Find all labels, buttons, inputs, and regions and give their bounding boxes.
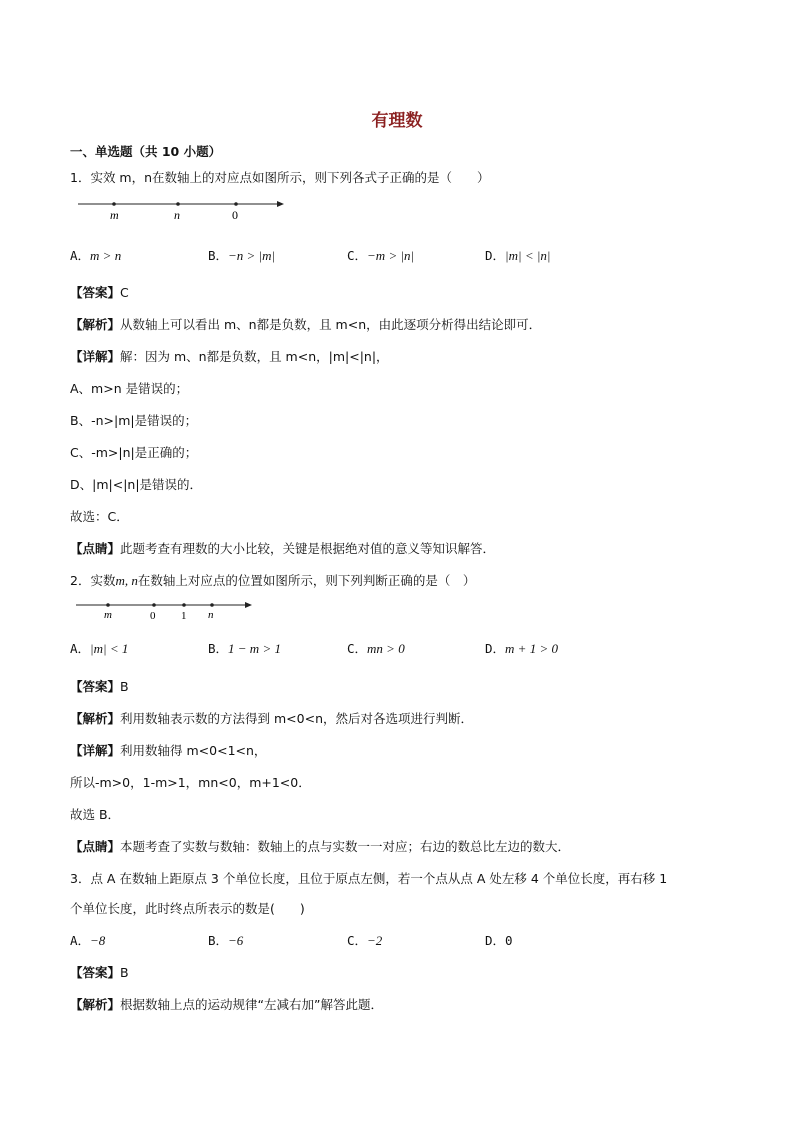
q1-answer: 【答案】C — [70, 285, 129, 300]
q2-detail: 【详解】利用数轴得 m<0<1<n， — [70, 743, 267, 758]
q1-number-line — [74, 194, 288, 222]
q2-comment: 【点睛】本题考查了实数与数轴：数轴上的点与实数一一对应；右边的数总比左边的数大． — [70, 839, 571, 854]
page-title: 有理数 — [371, 111, 423, 131]
q1-axis-label-zero: 0 — [232, 208, 238, 222]
q2-option-c: C．mn > 0 — [347, 641, 405, 656]
q1-analysis: 【解析】从数轴上可以看出 m、n都是负数，且 m<n，由此逐项分析得出结论即可． — [70, 317, 542, 332]
q3-option-c: C．−2 — [347, 933, 383, 948]
q2-stem: 2．实数m, n在数轴上对应点的位置如图所示，则下列判断正确的是（ ） — [70, 573, 476, 588]
q1-line-d: D、|m|<|n|是错误的． — [70, 477, 203, 492]
q2-answer: 【答案】B — [70, 679, 129, 694]
q2-option-b: B．1 − m > 1 — [208, 641, 281, 656]
q1-line-c: C、-m>|n|是正确的； — [70, 445, 198, 460]
q1-line-b: B、-n>|m|是错误的； — [70, 413, 198, 428]
q2-number-line — [72, 597, 256, 623]
section-heading: 一、单选题（共 10 小题） — [70, 144, 222, 159]
q2-axis-label-m: m — [104, 609, 112, 621]
q1-axis-label-m: m — [110, 208, 119, 222]
q3-stem-line1: 3．点 A 在数轴上距原点 3 个单位长度，且位于原点左侧，若一个点从点 A 处左移 4 个单位长度，再右移 1 — [70, 871, 668, 886]
q3-analysis: 【解析】根据数轴上点的运动规律“左减右加”解答此题． — [70, 997, 383, 1012]
q1-option-b: B．−n > |m| — [208, 248, 276, 263]
q1-axis-label-n: n — [174, 208, 180, 222]
q1-option-a: A．m > n — [70, 248, 122, 263]
q2-axis-label-one: 1 — [181, 610, 187, 622]
q2-line-1: 所以-m>0，1-m>1，mn<0，m+1<0． — [70, 775, 311, 790]
q1-option-c: C．−m > |n| — [347, 248, 415, 263]
q1-comment: 【点睛】此题考查有理数的大小比较，关键是根据绝对值的意义等知识解答． — [70, 541, 496, 556]
q1-detail: 【详解】解：因为 m、n都是负数，且 m<n，|m|<|n|， — [70, 349, 389, 364]
q2-option-d: D．m + 1 > 0 — [485, 641, 558, 656]
q2-axis-label-n: n — [208, 609, 214, 621]
q1-choice: 故选：C． — [70, 509, 129, 524]
q1-stem: 1．实效 m，n在数轴上的对应点如图所示，则下列各式子正确的是（ ） — [70, 170, 490, 185]
q2-axis-label-zero: 0 — [150, 610, 156, 622]
q3-answer: 【答案】B — [70, 965, 129, 980]
q1-option-d: D．|m| < |n| — [485, 248, 551, 263]
q2-option-a: A．|m| < 1 — [70, 641, 129, 656]
q2-analysis: 【解析】利用数轴表示数的方法得到 m<0<n，然后对各选项进行判断． — [70, 711, 473, 726]
q3-stem-line2: 个单位长度，此时终点所表示的数是( ) — [70, 901, 305, 916]
q3-option-b: B．−6 — [208, 933, 244, 948]
q3-option-d: D．0 — [485, 933, 513, 948]
q1-line-a: A、m>n 是错误的； — [70, 381, 189, 396]
q2-choice: 故选 B． — [70, 807, 121, 822]
q3-option-a: A．−8 — [70, 933, 106, 948]
